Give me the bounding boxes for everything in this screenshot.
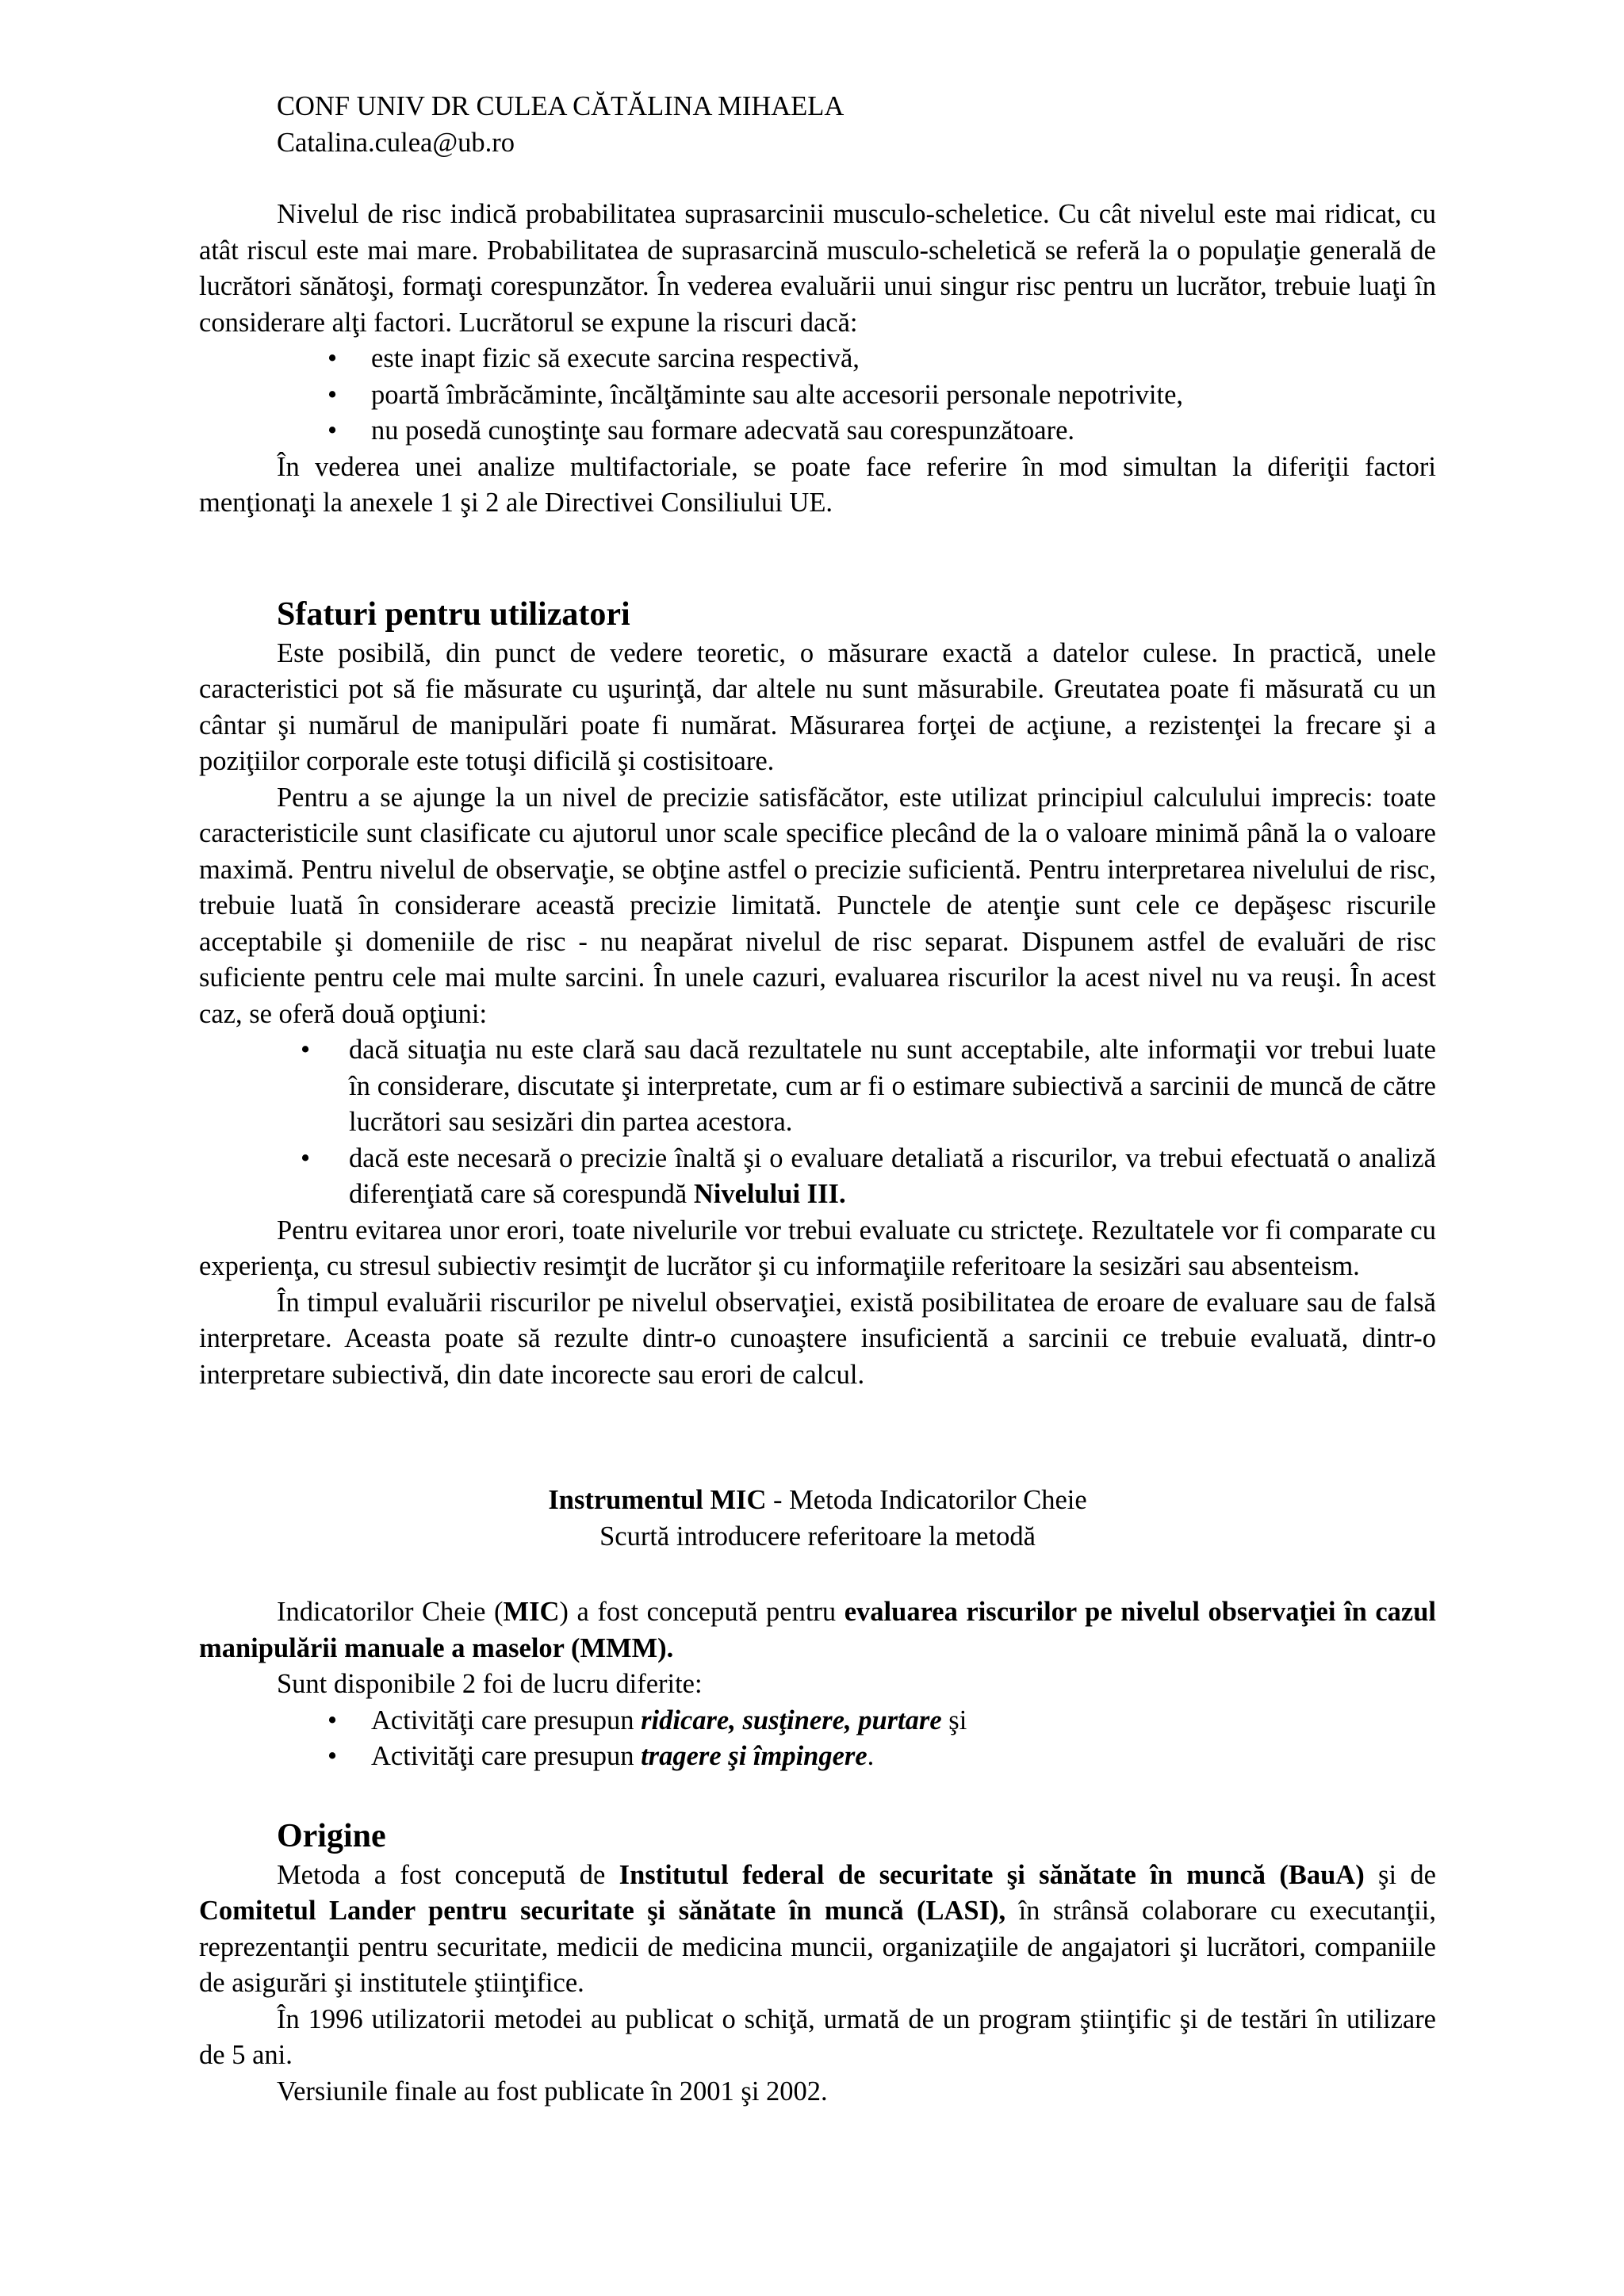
bullet-icon: • — [327, 343, 338, 373]
bullet-icon: • — [327, 415, 338, 446]
worksheet-2-tail: . — [867, 1741, 875, 1771]
origin-p1-a: Metoda a fost concepută de — [277, 1859, 619, 1890]
tool-intro-paragraph — [199, 1594, 1436, 1667]
list-item — [199, 1703, 1436, 1739]
tool-intro-a: Indicatorilor Cheie ( — [277, 1597, 504, 1627]
list-item — [199, 377, 1436, 414]
author-email: Catalina.culea@ub.ro — [277, 127, 515, 158]
origin-paragraph-3: Versiunile finale au fost publicate în 2001 şi 2002. — [277, 2076, 828, 2107]
origin-paragraph-1 — [199, 1858, 1436, 2002]
level-three-label: Nivelului III. — [693, 1179, 846, 1209]
worksheets-list — [199, 1703, 1436, 1775]
document-page — [199, 89, 1436, 2110]
worksheet-1-tail: şi — [941, 1705, 967, 1735]
bullet-icon: • — [327, 1741, 338, 1771]
list-item — [199, 413, 1436, 450]
worksheet-2-emphasis: tragere şi împingere — [641, 1741, 868, 1771]
tool-title-bold: Instrumentul MIC — [548, 1485, 767, 1515]
author-name: CONF UNIV DR CULEA CĂTĂLINA MIHAELA — [277, 91, 845, 121]
option-1-text: dacă situaţia nu este clară sau dacă rezultatele nu sunt acceptabile, alte informaţii vor trebui luate în considerare, discutate şi interpretate, cum ar fi o estimare subiectivă a sarcinii de muncă de către lucrători sau sesizări din partea acestora. — [349, 1035, 1436, 1137]
origin-baua: Institutul federal de securitate şi sănătate în muncă (BauA) — [619, 1859, 1365, 1890]
origin-lasi: Comitetul Lander pentru securitate şi sănătate în muncă (LASI), — [199, 1896, 1006, 1926]
tool-intro-bold: evaluarea riscurilor pe nivelul observaţiei în cazul manipulării manuale a maselor (MMM). — [199, 1597, 1436, 1663]
advice-paragraph-2: Pentru a se ajunge la un nivel de precizie satisfăcător, este utilizat principiul calculului imprecis: toate caracteristicile sunt clasificate cu ajutorul unor scale specifice plecând de la o valoare minimă până la o valoare maximă. Pentru nivelul de observaţie, se obţine astfel o precizie suficientă. Pentru interpretarea nivelului de risc, trebuie luată în considerare această precizie limitată. Punctele de atenţie sunt cele ce depăşesc riscurile acceptabile şi domeniile de risc - nu neapărat nivelul de risc separat. Dispunem astfel de evaluări de risc suficiente pentru cele mai multe sarcini. În unele cazuri, evaluarea riscurilor la acest nivel nu va reuşi. În acest caz, se oferă două opţiuni: — [199, 782, 1436, 1029]
list-item — [199, 1032, 1436, 1141]
option-2-text: dacă este necesară o precizie înaltă şi o evaluare detaliată a riscurilor, va trebui efectuată o analiză diferenţiată care să corespundă — [349, 1142, 1436, 1209]
origin-heading: Origine — [277, 1817, 386, 1854]
worksheet-2-text: Activităţi care presupun — [371, 1741, 642, 1771]
bullet-icon: • — [327, 379, 338, 410]
origin-p1-c: şi de — [1364, 1859, 1436, 1890]
risk-factor-text: poartă îmbrăcăminte, încălţăminte sau alte accesorii personale nepotrivite, — [371, 379, 1184, 410]
bullet-icon: • — [327, 1705, 338, 1735]
bullet-icon: • — [301, 1035, 311, 1065]
bullet-icon: • — [301, 1142, 311, 1173]
list-item — [199, 1739, 1436, 1775]
advice-paragraph-3: Pentru evitarea unor erori, toate nivelurile vor trebui evaluate cu stricteţe. Rezultatele vor fi comparate cu experienţa, cu stresul subiectiv resimţit de lucrător şi cu informaţiile referitoare la sesizări sau absenteism. — [199, 1215, 1436, 1281]
advice-paragraph-1: Este posibilă, din punct de vedere teoretic, o măsurare exactă a datelor culese. In practică, unele caracteristici pot să fie măsurate cu uşurinţă, dar altele nu sunt măsurabile. Greutatea poate fi măsurată cu un cântar şi numărul de manipulări poate fi numărat. Măsurarea forţei de acţiune, a rezistenţei la frecare şi a poziţiilor corporale este totuşi dificilă şi costisitoare. — [199, 637, 1436, 776]
list-item — [199, 341, 1436, 377]
intro-paragraph: Nivelul de risc indică probabilitatea suprasarcinii musculo-scheletice. Cu cât nivelul este mai ridicat, cu atât riscul este mai mare. Probabilitatea de suprasarcină musculo-scheletică se referă la o populaţie generală de lucrători sănătoşi, formaţi corespunzător. În vederea evaluării unui singur risc pentru un lucrător, trebuie luaţi în considerare alţi factori. Lucrătorul se expune la riscuri dacă: — [199, 199, 1436, 338]
risk-factors-list — [199, 341, 1436, 450]
list-item — [199, 1141, 1436, 1213]
worksheet-1-emphasis: ridicare, susţinere, purtare — [641, 1705, 942, 1735]
options-list — [199, 1032, 1436, 1213]
tool-title — [199, 1483, 1436, 1519]
worksheets-intro: Sunt disponibile 2 foi de lucru diferite: — [277, 1669, 703, 1699]
intro-closing-paragraph: În vederea unei analize multifactoriale, se poate face referire în mod simultan la diferiţii factori menţionaţi la anexele 1 şi 2 ale Directivei Consiliului UE. — [199, 451, 1436, 518]
origin-p1-d: în strânsă colaborare cu executanţii, reprezentanţii pentru securitate, medicii de medicina muncii, organizaţiile de angajatori şi lucrători, companiile de asigurări şi institutele ştiinţifice. — [199, 1896, 1436, 1998]
tool-intro-mic: MIC — [503, 1597, 560, 1627]
tool-title-rest: - Metoda Indicatorilor Cheie — [766, 1485, 1087, 1515]
risk-factor-text: este inapt fizic să execute sarcina respectivă, — [371, 343, 860, 373]
origin-paragraph-2: În 1996 utilizatorii metodei au publicat o schiţă, urmată de un program ştiinţific şi de testări în utilizare de 5 ani. — [199, 2003, 1436, 2070]
advice-paragraph-4: În timpul evaluării riscurilor pe nivelul observaţiei, există posibilitatea de eroare de evaluare sau de falsă interpretare. Aceasta poate să rezulte dintr-o cunoaştere insuficientă a sarcinii ce trebuie evaluată, dintr-o interpretare subiectivă, din date incorecte sau erori de calcul. — [199, 1287, 1436, 1390]
advice-heading: Sfaturi pentru utilizatori — [277, 595, 630, 633]
risk-factor-text: nu posedă cunoştinţe sau formare adecvată sau corespunzătoare. — [371, 415, 1075, 446]
tool-intro-b: ) a fost concepută pentru — [559, 1597, 845, 1627]
tool-subtitle: Scurtă introducere referitoare la metodă — [599, 1521, 1036, 1552]
worksheet-1-text: Activităţi care presupun — [371, 1705, 642, 1735]
